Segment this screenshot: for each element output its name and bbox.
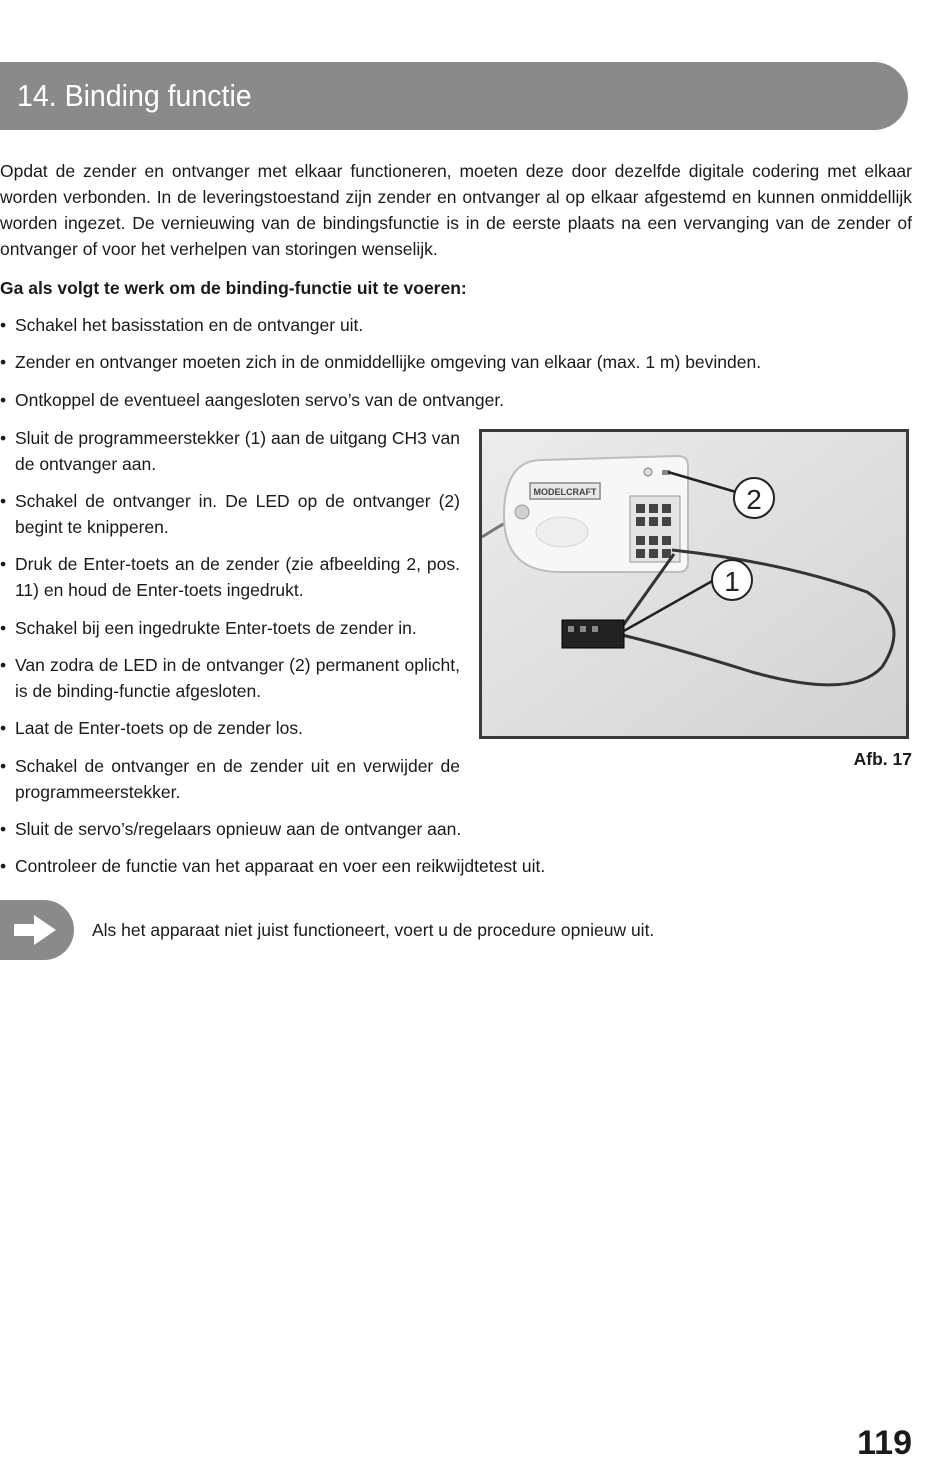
programming-plug: [562, 620, 624, 648]
section-header: [0, 62, 908, 130]
step-item: • Laat de Enter-toets op de zender los.: [0, 715, 460, 741]
step-item: • Schakel de ontvanger in. De LED op de ontvanger (2) begint te knipperen.: [0, 488, 460, 540]
figure-caption: Afb. 17: [853, 749, 912, 769]
callout-1-label: 1: [724, 566, 740, 597]
section-title: 14. Binding functie: [17, 78, 252, 113]
step-item: • Van zodra de LED in de ontvanger (2) permanent oplicht, is de binding-functie afgesloten.: [0, 652, 460, 704]
note-tab: [0, 900, 74, 960]
step-item: • Zender en ontvanger moeten zich in de onmiddellijke omgeving van elkaar (max. 1 m) bevinden.: [0, 349, 761, 375]
step-item: • Schakel het basisstation en de ontvanger uit.: [0, 312, 363, 338]
brand-label: MODELCRAFT: [533, 487, 597, 497]
step-item: • Schakel bij een ingedrukte Enter-toets de zender in.: [0, 615, 460, 641]
step-item: • Druk de Enter-toets an de zender (zie afbeelding 2, pos. 11) en houd de Enter-toets ingedrukt.: [0, 551, 460, 603]
receiver-illustration: [482, 432, 906, 736]
callout-2-label: 2: [746, 484, 762, 515]
page-number: 119: [857, 1424, 912, 1462]
step-item: • Sluit de servo’s/regelaars opnieuw aan de ontvanger aan.: [0, 816, 461, 842]
step-item: • Ontkoppel de eventueel aangesloten servo’s van de ontvanger.: [0, 387, 504, 413]
arrow-right-icon: [0, 900, 74, 960]
led-indicator: [644, 468, 652, 476]
receiver-photo: [479, 429, 909, 739]
step-item: • Controleer de functie van het apparaat en voer een reikwijdtetest uit.: [0, 853, 545, 879]
steps-heading: Ga als volgt te werk om de binding-functie uit te voeren:: [0, 278, 467, 298]
intro-paragraph: Opdat de zender en ontvanger met elkaar functioneren, moeten deze door dezelfde digitale codering met elkaar worden verbonden. In de leveringstoestand zijn zender en ontvanger al op elkaar afgestemd en kunnen onmiddellijk worden ingezet. De vernieuwing van de bindingsfunctie is in de eerste plaats na een vervanging van de zender of ontvanger of voor het verhelpen van storingen wenselijk.: [0, 161, 912, 259]
step-item: • Sluit de programmeerstekker (1) aan de uitgang CH3 van de ontvanger aan.: [0, 425, 460, 477]
note-text: Als het apparaat niet juist functioneert, voert u de procedure opnieuw uit.: [92, 920, 655, 940]
step-item: • Schakel de ontvanger en de zender uit en verwijder de programmeerstekker.: [0, 753, 460, 805]
